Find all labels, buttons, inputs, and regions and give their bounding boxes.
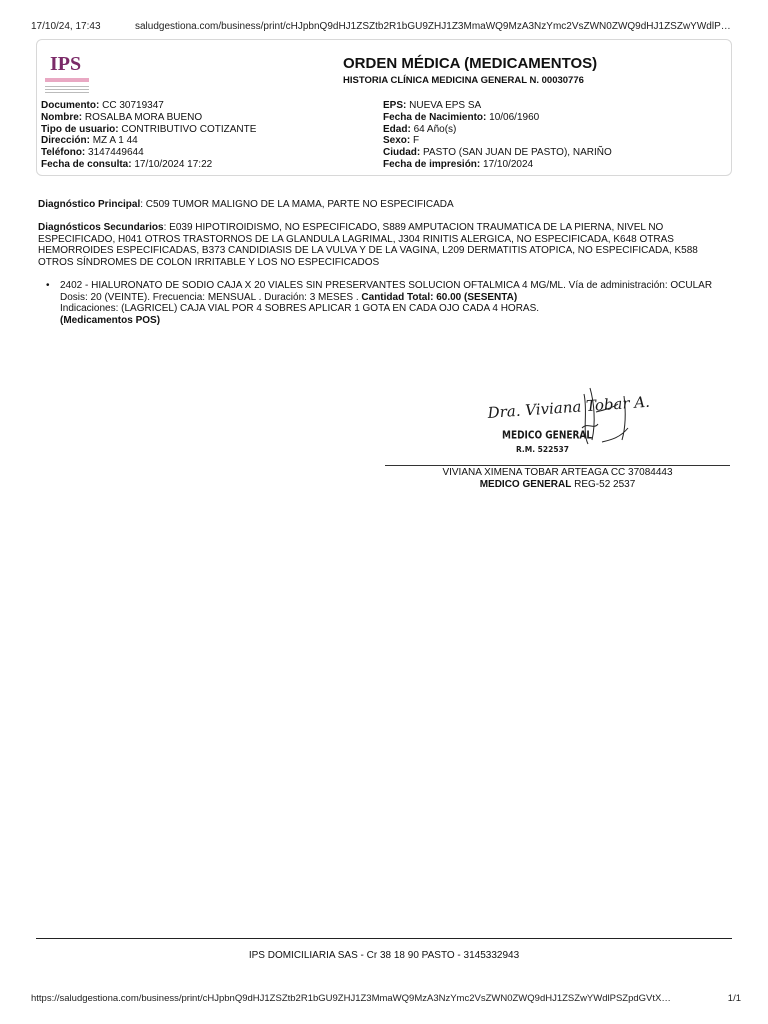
secondary-diagnoses-label: Diagnósticos Secundarios (38, 222, 164, 233)
medication-item (46, 280, 730, 326)
doctor-registration: REG-52 2537 (571, 479, 636, 490)
bullet-icon: • (46, 280, 50, 291)
patient-info-right (383, 100, 612, 171)
page-number: 1/1 (727, 993, 741, 1004)
medication-total: Cantidad Total: 60.00 (SESENTA) (361, 291, 518, 303)
secondary-diagnoses (38, 222, 728, 268)
signature-line (385, 465, 730, 466)
doctor-role: MEDICO GENERAL (479, 479, 572, 490)
stamp-role: MEDICO GENERAL (502, 429, 593, 442)
info-row-telefono: Teléfono: 3147449644 (41, 147, 144, 159)
print-footer-url: https://saludgestiona.com/business/print/cHJpbnQ9dHJ1ZSZtb2R1bGU9ZHJ1Z3MmaWQ9MzA3NzYmc2VsZWN0ZWQ9dHJ1ZSZwYWdlPSZpdGVtX… (31, 993, 671, 1004)
info-row-ciudad: Ciudad: PASTO (SAN JUAN DE PASTO), NARIÑO (383, 147, 612, 159)
footer-divider (36, 938, 732, 939)
info-row-fecha-impresion: Fecha de impresión: 17/10/2024 (383, 158, 534, 170)
info-row-direccion: Dirección: MZ A 1 44 (41, 135, 138, 147)
info-row-fecha-consulta: Fecha de consulta: 17/10/2024 17:22 (41, 158, 213, 170)
page-subtitle: HISTORIA CLÍNICA MEDICINA GENERAL N. 00030776 (343, 75, 584, 86)
secondary-diagnoses-value: : E039 HIPOTIROIDISMO, NO ESPECIFICADO, S889 AMPUTACION TRAUMATICA DE LA PIERNA, NIVEL NO ESPECIFICADO, H041 OTROS TRASTORNOS DE LA GLANDULA LAGRIMAL, J304 RINITIS ALERGICA, NO ESPECIFICADA, K648 OTRAS HEMORROIDES ESPECIFICADAS, B373 CANDIDIASIS DE LA VULVA Y DE LA VAGINA, L209 DERMATITIS ATOPICA, NO ESPECIFICADA, K588 OTROS SÍNDROMES DE COLON IRRITABLE Y LOS NO ESPECIFICADOS (38, 222, 698, 268)
medication-indications: Indicaciones: (LAGRICEL) CAJA VIAL POR 4 SOBRES APLICAR 1 GOTA EN CADA OJO CADA 4 HORAS. (60, 303, 540, 314)
browser-print-footer (31, 993, 741, 1004)
print-header-url: saludgestiona.com/business/print/cHJpbnQ9dHJ1ZSZtb2R1bGU9ZHJ1Z3MmaWQ9MzA3NzYmc2VsZWN0ZWQ9dHJ1ZSZwYWdlP… (135, 21, 731, 32)
medication-dose-line (60, 292, 730, 304)
info-row-eps: EPS: NUEVA EPS SA (383, 100, 482, 111)
doctor-name: VIVIANA XIMENA TOBAR ARTEAGA CC 37084443 (442, 467, 673, 478)
info-row-sexo: Sexo: F (383, 135, 420, 147)
doctor-signature-stamp (484, 382, 651, 460)
doctor-role-line (385, 479, 730, 491)
stamp-rm: R.M. 522537 (516, 445, 569, 454)
main-diagnosis-label: Diagnóstico Principal (38, 199, 141, 210)
info-row-nombre: Nombre: ROSALBA MORA BUENO (41, 111, 203, 123)
stamp-name: Dra. Viviana Tobar A. (487, 392, 651, 422)
info-row-edad: Edad: 64 Año(s) (383, 123, 457, 135)
document-header (36, 39, 732, 176)
logo-fineprint (45, 86, 89, 94)
medication-category: (Medicamentos POS) (60, 314, 161, 326)
ips-logo (43, 48, 91, 94)
info-row-fecha-nacimiento: Fecha de Nacimiento: 10/06/1960 (383, 111, 540, 123)
print-datetime: 17/10/24, 17:43 (31, 21, 101, 32)
medication-dose: Dosis: 20 (VEINTE). Frecuencia: MENSUAL . Duración: 3 MESES . (60, 291, 362, 303)
patient-info-left (41, 100, 256, 171)
info-row-documento: Documento: CC 30719347 (41, 100, 164, 111)
main-diagnosis-value: : C509 TUMOR MALIGNO DE LA MAMA, PARTE NO ESPECIFICADA (140, 199, 454, 210)
page-title: ORDEN MÉDICA (MEDICAMENTOS) (343, 55, 598, 72)
logo-banner (45, 78, 89, 82)
browser-print-header (31, 21, 741, 32)
footer-address: IPS DOMICILIARIA SAS - Cr 38 18 90 PASTO - 3145332943 (248, 950, 520, 961)
main-diagnosis (38, 199, 728, 211)
logo-text: IPS (50, 53, 82, 75)
medication-name: 2402 - HIALURONATO DE SODIO CAJA X 20 VIALES SIN PRESERVANTES SOLUCION OFTALMICA 4 MG/ML. Vía de administración: OCULAR (60, 280, 713, 291)
info-row-tipo-usuario: Tipo de usuario: CONTRIBUTIVO COTIZANTE (41, 123, 257, 135)
